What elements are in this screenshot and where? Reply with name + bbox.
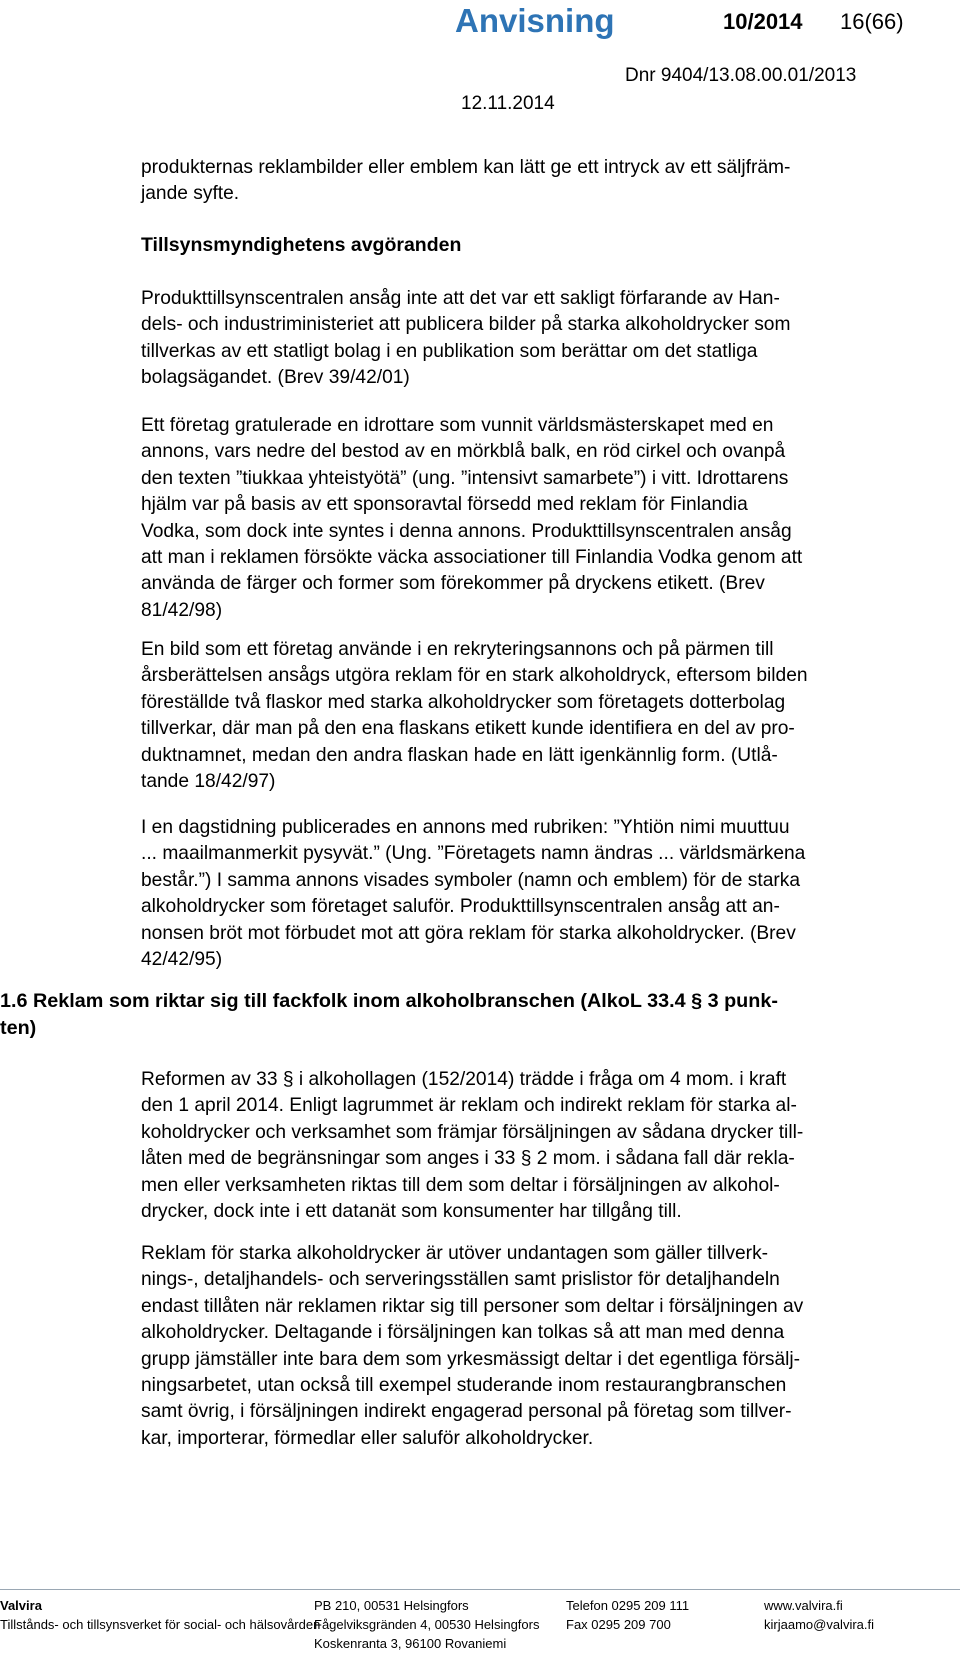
page-number: 16(66)	[840, 9, 904, 34]
section-heading-1-6: 1.6 Reklam som riktar sig till fackfolk inom alkoholbranschen (AlkoL 33.4 § 3 punk- ten)	[0, 990, 778, 1039]
decision-paragraph-2: Ett företag gratulerade en idrottare som vunnit världsmästerskapet med en annons, vars nedre del bestod av en mörkblå balk, en röd cirkel och ovanpå den texten ”tiukkaa yhteistyötä” (ung. ”intensivt samarbete”) i vitt. Idrottarens hjälm var på basis av ett sponsoravtal försedd med reklam för Finlandia Vodka, som dock inte syntes i denna annons. Produkttillsynscentralen ansåg att man i reklamen försökte väcka associationer till Finlandia Vodka genom att använda de färger och former som förekommer på dryckens etikett. (Brev 81/42/98)	[141, 415, 803, 621]
decision-paragraph-3: En bild som ett företag använde i en rekryteringsannons och på pärmen till årsberättelsen ansågs utgöra reklam för en stark alkoholdryck, eftersom bilden föreställde två flaskor med starka alkoholdrycker som företagets dotterbolag tillverkar, där man på den ena flaskans etikett kunde identifiera en del av pro- duktnamnet, medan den andra flaskan hade en lätt igenkännlig form. (Utlå- tande 18/42/97)	[141, 639, 808, 793]
document-number: 10/2014	[723, 9, 803, 34]
footer-phone: Telefon 0295 209 111	[566, 1598, 690, 1613]
footer-org-full-name: Tillstånds- och tillsynsverket för social- och hälsovården	[0, 1617, 321, 1632]
intro-paragraph: produkternas reklambilder eller emblem kan lätt ge ett intryck av ett säljfräm- jande syfte.	[141, 157, 791, 205]
decision-paragraph-4: I en dagstidning publicerades en annons med rubriken: ”Yhtiön nimi muuttuu ... maailmanmerkit pysyvät.” (Ung. ”Företagets namn ändras ... världsmärkena består.”) I samma annons visades symboler (namn och emblem) för de starka alkoholdrycker som företaget saluför. Produkttillsynscentralen ansåg att an- nonsen bröt mot förbudet mot att göra reklam för starka alkoholdrycker. (Brev 42/42/95)	[141, 817, 806, 971]
footer-street-address-helsinki: Fågelviksgränden 4, 00530 Helsingfors	[314, 1617, 540, 1632]
footer-contact	[764, 1596, 874, 1634]
section-paragraph-1: Reformen av 33 § i alkohollagen (152/2014) trädde i fråga om 4 mom. i kraft den 1 april 2014. Enligt lagrummet är reklam och indirekt reklam för starka al- koholdrycker och verksamhet som främjar försäljningen av sådana drycker till- låten med de begränsningar som anges i 33 § 2 mom. i sådana fall där rekla- men eller verksamheten riktas till dem som deltar i försäljningen av alkohol- drycker, dock inte i ett datanät som konsumenter har tillgång till.	[141, 1069, 804, 1223]
document-type-title: Anvisning	[455, 2, 615, 39]
footer-org-name: Valvira	[0, 1598, 42, 1613]
record-number: Dnr 9404/13.08.00.01/2013	[625, 65, 857, 86]
footer-website-link[interactable]: www.valvira.fi	[764, 1598, 843, 1613]
footer-street-address-rovaniemi: Koskenranta 3, 96100 Rovaniemi	[314, 1636, 507, 1651]
document-date: 12.11.2014	[461, 93, 555, 114]
subheading-authority-decisions: Tillsynsmyndighetens avgöranden	[141, 234, 462, 256]
footer-divider	[0, 1589, 960, 1590]
footer-phone-fax	[566, 1596, 689, 1634]
section-paragraph-2: Reklam för starka alkoholdrycker är utöver undantagen som gäller tillverk- nings-, detaljhandels- och serveringsställen samt prislistor för detaljhandeln endast tillåten när reklamen riktar sig till personer som deltar i försäljningen av alkoholdrycker. Deltagande i försäljningen kan tolkas så att man med denna grupp jämställer inte bara dem som yrkesmässigt deltar i det egentliga försälj- ningsarbetet, utan också till exempel studerande inom restaurangbranschen samt övrig, i försäljningen indirekt engagerad personal på företag som tillver- kar, importerar, förmedlar eller saluför alkoholdrycker.	[141, 1243, 804, 1449]
footer-postal-address: PB 210, 00531 Helsingfors	[314, 1598, 469, 1613]
footer-email-link[interactable]: kirjaamo@valvira.fi	[764, 1617, 874, 1632]
footer-addresses	[314, 1596, 539, 1653]
footer-organization	[0, 1596, 320, 1634]
decision-paragraph-1: Produkttillsynscentralen ansåg inte att det var ett sakligt förfarande av Han- dels- och industriministeriet att publicera bilder på starka alkoholdrycker som tillverkas av ett statligt bolag i en publikation som berättar om det statliga bolagsägandet. (Brev 39/42/01)	[141, 288, 791, 389]
footer-fax: Fax 0295 209 700	[566, 1617, 671, 1632]
